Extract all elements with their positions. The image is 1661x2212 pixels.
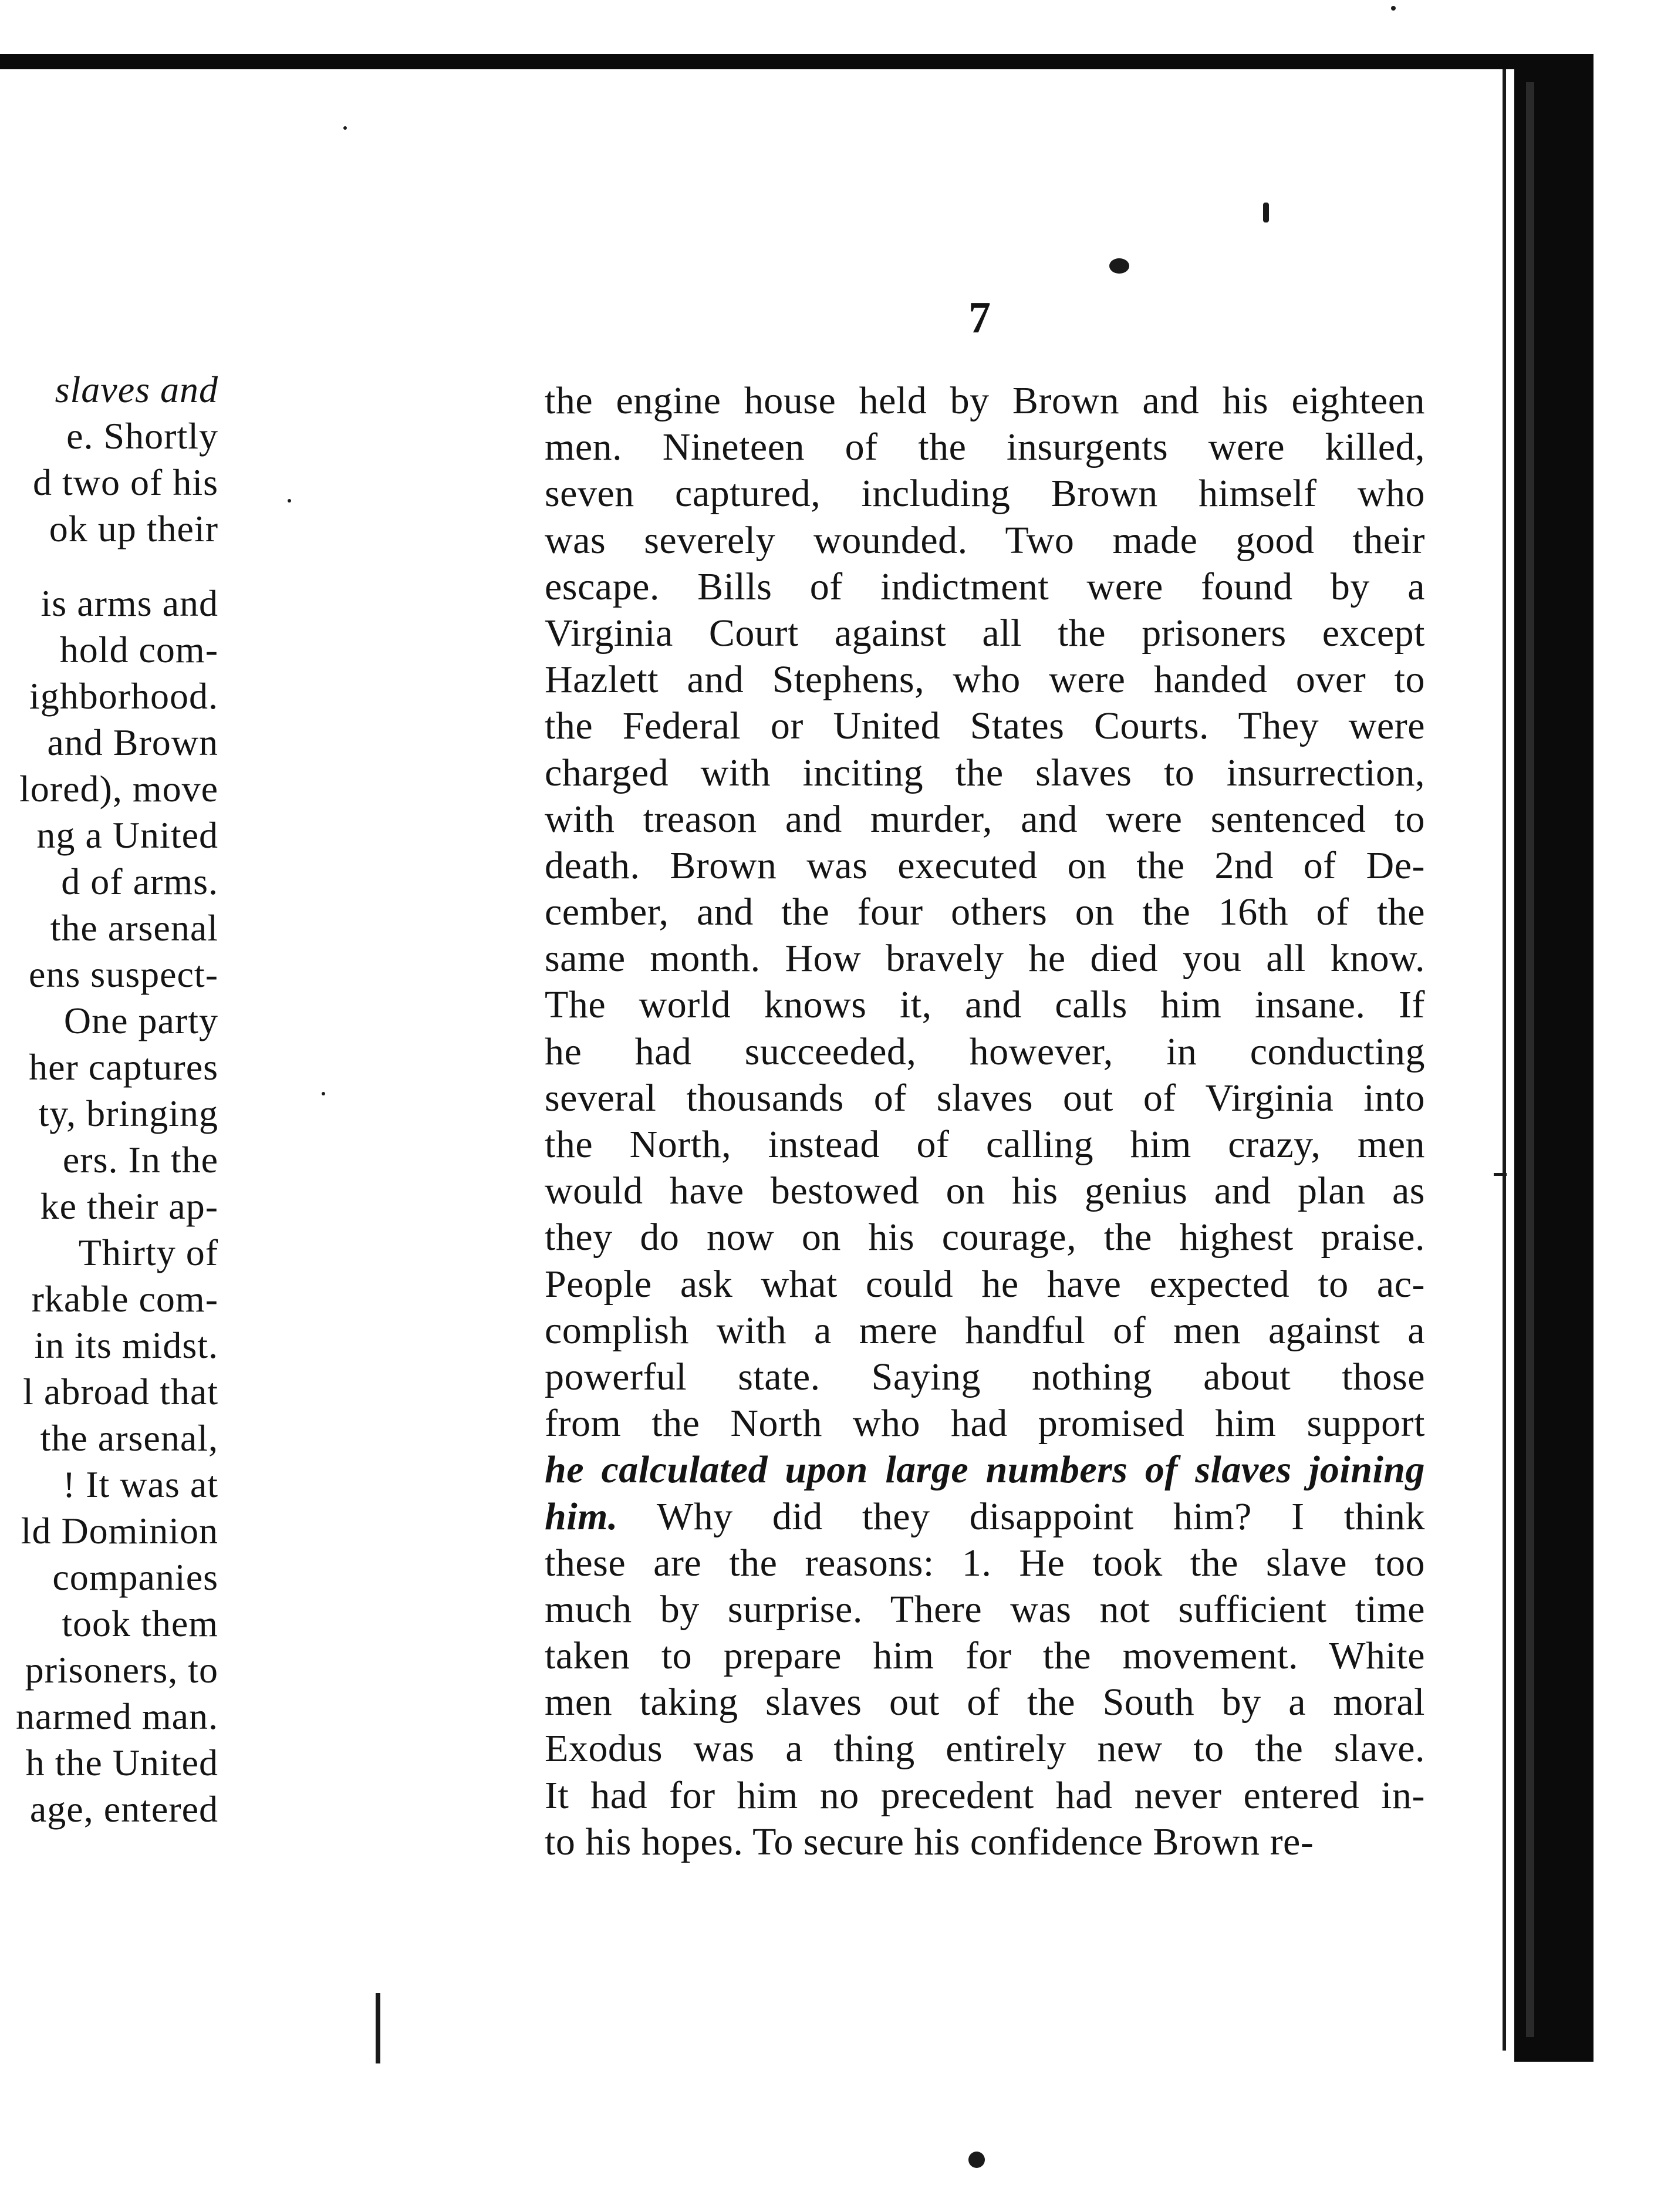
text-line: powerful state. Saying nothing about those <box>545 1355 1425 1398</box>
left-text-line: ld Dominion <box>21 1510 218 1552</box>
scan-speck <box>1391 6 1396 11</box>
left-text-line: and Brown <box>47 721 218 763</box>
left-text-line: in its midst. <box>34 1324 218 1366</box>
page-number: 7 <box>968 293 992 342</box>
left-text-line: ighborhood. <box>29 675 218 717</box>
left-text-line: prisoners, to <box>25 1649 218 1691</box>
left-text-line: the arsenal <box>50 907 218 949</box>
text-line: he had succeeded, however, in conducting <box>545 1030 1425 1073</box>
left-text-line: Thirty of <box>78 1232 218 1273</box>
text-line: from the North who had promised him support <box>545 1402 1425 1445</box>
text-line: escape. Bills of indictment were found by a <box>545 565 1425 608</box>
text-line: complish with a mere handful of men against a <box>545 1309 1425 1352</box>
left-page-fragment <box>0 69 229 1948</box>
text-line: Virginia Court against all the prisoners except <box>545 611 1425 655</box>
text-line: the engine house held by Brown and his eighteen <box>545 379 1425 422</box>
text-line: cember, and the four others on the 16th of the <box>545 891 1425 934</box>
scan-tick <box>1494 1173 1507 1176</box>
left-text-line: h the United <box>25 1742 218 1783</box>
left-text-line: ! It was at <box>62 1464 218 1505</box>
text-line: the Federal or United States Courts. They were <box>545 704 1425 748</box>
left-text-line: d of arms. <box>61 861 218 902</box>
text-line: same month. How bravely he died you all know. <box>545 937 1425 980</box>
text-line: Hazlett and Stephens, who were handed over to <box>545 658 1425 702</box>
scan-speck <box>1109 258 1129 274</box>
text-line: with treason and murder, and were sentenced to <box>545 797 1425 841</box>
left-text-line: d two of his <box>33 461 218 503</box>
right-page <box>528 69 1503 2053</box>
scan-speck <box>1263 203 1269 222</box>
gutter-shadow-mark <box>376 1993 380 2063</box>
left-text-line: ens suspect- <box>28 953 218 995</box>
left-text-line: narmed man. <box>15 1695 218 1737</box>
text-line-tail: Why did they disappoint him? I think <box>617 1495 1425 1538</box>
text-line: several thousands of slaves out of Virginia into <box>545 1076 1425 1120</box>
text-line-emphasis: he calculated upon large numbers of slaves joining <box>545 1448 1425 1492</box>
left-text-line: slaves and <box>55 369 218 410</box>
scan-speck <box>343 126 347 130</box>
text-line: they do now on his courage, the highest praise. <box>545 1216 1425 1259</box>
scan-speck <box>322 1092 325 1095</box>
binding-shadow <box>1526 82 1534 2037</box>
text-line: much by surprise. There was not sufficient time <box>545 1587 1425 1631</box>
text-line: the North, instead of calling him crazy, men <box>545 1123 1425 1166</box>
page-body-text <box>545 377 1425 1865</box>
left-text-line: her captures <box>29 1046 218 1088</box>
scan-speck <box>968 2152 985 2168</box>
left-text-line: the arsenal, <box>40 1417 218 1459</box>
text-line: men. Nineteen of the insurgents were killed, <box>545 426 1425 469</box>
left-text-line: hold com- <box>59 629 218 670</box>
text-line: was severely wounded. Two made good their <box>545 518 1425 562</box>
left-text-line: lored), move <box>19 768 218 810</box>
left-page-text <box>0 366 218 1832</box>
paragraph-gap <box>0 552 218 580</box>
left-text-line: l abroad that <box>23 1371 218 1412</box>
text-line: It had for him no precedent had never entered in- <box>545 1773 1425 1817</box>
page-edge <box>1503 69 1506 2051</box>
left-text-line: companies <box>52 1556 218 1598</box>
text-line: The world knows it, and calls him insane. If <box>545 983 1425 1027</box>
left-text-line: is arms and <box>40 582 218 624</box>
left-text-line: ke their ap- <box>40 1185 218 1227</box>
text-emphasis: him. <box>545 1495 618 1538</box>
text-line: People ask what could he have expected to ac- <box>545 1262 1425 1306</box>
text-line: death. Brown was executed on the 2nd of De- <box>545 844 1425 887</box>
left-text-line: ers. In the <box>62 1139 218 1181</box>
text-line: seven captured, including Brown himself who <box>545 472 1425 515</box>
text-line: men taking slaves out of the South by a moral <box>545 1681 1425 1724</box>
text-line: charged with inciting the slaves to insurrection, <box>545 751 1425 794</box>
text-line: taken to prepare him for the movement. White <box>545 1634 1425 1678</box>
left-text-line: One party <box>63 1000 218 1041</box>
left-text-line: ty, bringing <box>38 1092 218 1134</box>
left-text-line: ng a United <box>36 814 218 856</box>
text-line: to his hopes. To secure his confidence Brown re- <box>545 1820 1314 1863</box>
scan-speck <box>288 499 291 503</box>
text-line: these are the reasons: 1. He took the slave too <box>545 1541 1425 1584</box>
left-text-line: age, entered <box>29 1788 218 1830</box>
left-text-line: took them <box>62 1603 218 1644</box>
left-text-line: e. Shortly <box>66 415 218 457</box>
binding-border-top <box>0 54 1594 69</box>
left-text-line: ok up their <box>49 508 218 549</box>
text-line <box>545 1493 1425 1540</box>
text-line: Exodus was a thing entirely new to the slave. <box>545 1727 1425 1771</box>
text-line: would have bestowed on his genius and plan as <box>545 1169 1425 1213</box>
left-text-line: rkable com- <box>31 1278 218 1320</box>
